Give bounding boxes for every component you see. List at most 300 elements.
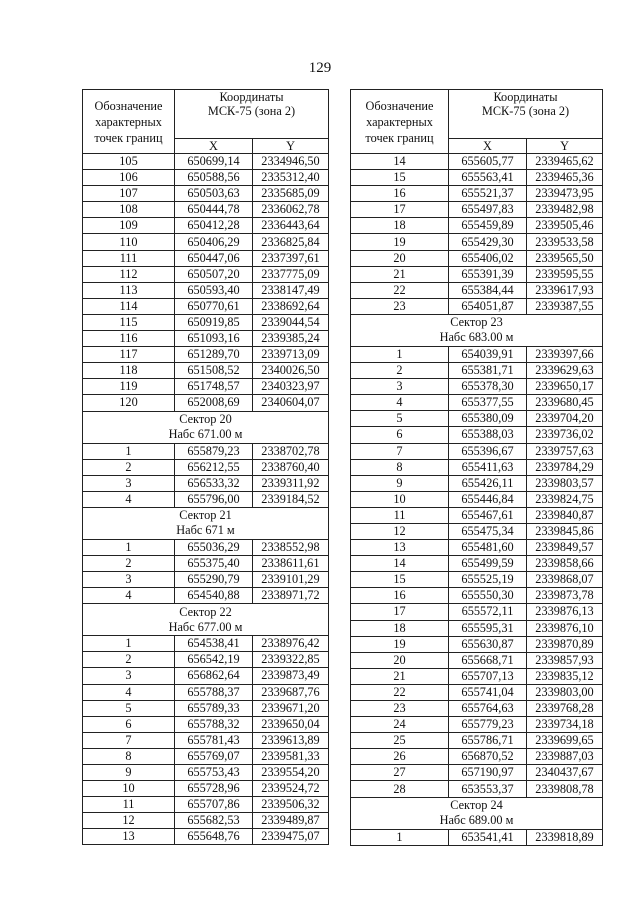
table-row <box>351 443 603 459</box>
table-row <box>83 797 329 813</box>
point-number-cell: 16 <box>351 186 449 202</box>
table-row <box>83 250 329 266</box>
table-row <box>83 363 329 379</box>
y-coordinate-cell: 2339887,03 <box>527 749 603 765</box>
point-number-cell: 22 <box>351 684 449 700</box>
x-coordinate-cell: 655481,60 <box>449 540 527 556</box>
table-row <box>351 395 603 411</box>
x-coordinate-cell: 655630,87 <box>449 636 527 652</box>
point-number-cell: 15 <box>351 170 449 186</box>
y-coordinate-cell: 2339845,86 <box>527 523 603 539</box>
sector-elevation: Набс 671 м <box>176 523 235 538</box>
x-coordinate-cell: 654039,91 <box>449 346 527 362</box>
x-coordinate-cell: 657190,97 <box>449 765 527 781</box>
table-row <box>351 250 603 266</box>
x-coordinate-cell: 652008,69 <box>175 395 253 411</box>
y-coordinate-cell: 2339473,95 <box>527 186 603 202</box>
x-coordinate-cell: 650447,06 <box>175 250 253 266</box>
table-row <box>351 829 603 845</box>
x-coordinate-cell: 655378,30 <box>449 379 527 395</box>
table-row <box>83 652 329 668</box>
table-row <box>83 765 329 781</box>
x-coordinate-cell: 655595,31 <box>449 620 527 636</box>
y-coordinate-cell: 2335685,09 <box>253 186 329 202</box>
y-coordinate-cell: 2339873,49 <box>253 668 329 684</box>
point-number-cell: 2 <box>83 652 175 668</box>
y-coordinate-cell: 2339311,92 <box>253 475 329 491</box>
table-row <box>83 684 329 700</box>
y-coordinate-cell: 2340026,50 <box>253 363 329 379</box>
y-coordinate-cell: 2339650,04 <box>253 716 329 732</box>
y-coordinate-cell: 2339617,93 <box>527 282 603 298</box>
point-number-cell: 2 <box>83 459 175 475</box>
y-coordinate-cell: 2339044,54 <box>253 314 329 330</box>
sector-label <box>83 604 329 636</box>
point-number-cell: 9 <box>83 765 175 781</box>
x-coordinate-cell: 653553,37 <box>449 781 527 797</box>
point-number-cell: 27 <box>351 765 449 781</box>
y-coordinate-cell: 2339465,62 <box>527 154 603 170</box>
y-coordinate-cell: 2339803,00 <box>527 684 603 700</box>
x-coordinate-cell: 655290,79 <box>175 572 253 588</box>
x-coordinate-cell: 650699,14 <box>175 154 253 170</box>
point-number-cell: 119 <box>83 379 175 395</box>
table-row <box>351 781 603 797</box>
point-number-cell: 14 <box>351 556 449 572</box>
x-coordinate-cell: 655668,71 <box>449 652 527 668</box>
x-coordinate-cell: 655879,23 <box>175 443 253 459</box>
table-row <box>83 186 329 202</box>
point-number-cell: 109 <box>83 218 175 234</box>
y-coordinate-cell: 2340323,97 <box>253 379 329 395</box>
point-number-cell: 9 <box>351 475 449 491</box>
point-number-cell: 23 <box>351 298 449 314</box>
y-header: Y <box>527 139 603 154</box>
point-number-cell: 20 <box>351 652 449 668</box>
sector-row <box>83 507 329 539</box>
point-number-cell: 113 <box>83 282 175 298</box>
y-coordinate-cell: 2339101,29 <box>253 572 329 588</box>
x-coordinate-cell: 655375,40 <box>175 555 253 571</box>
table-row <box>351 491 603 507</box>
point-number-cell: 12 <box>83 813 175 829</box>
y-coordinate-cell: 2339736,02 <box>527 427 603 443</box>
x-coordinate-cell: 655381,71 <box>449 363 527 379</box>
table-row <box>83 347 329 363</box>
y-coordinate-cell: 2339671,20 <box>253 700 329 716</box>
table-row <box>83 555 329 571</box>
x-coordinate-cell: 655391,39 <box>449 266 527 282</box>
x-coordinate-cell: 655499,59 <box>449 556 527 572</box>
y-coordinate-cell: 2339824,75 <box>527 491 603 507</box>
x-coordinate-cell: 655648,76 <box>175 829 253 845</box>
y-coordinate-cell: 2338760,40 <box>253 459 329 475</box>
x-coordinate-cell: 650770,61 <box>175 298 253 314</box>
y-coordinate-cell: 2339397,66 <box>527 346 603 362</box>
table-row <box>83 748 329 764</box>
y-coordinate-cell: 2339505,46 <box>527 218 603 234</box>
point-number-cell: 1 <box>351 829 449 845</box>
table-row <box>83 234 329 250</box>
x-coordinate-cell: 651289,70 <box>175 347 253 363</box>
point-number-cell: 11 <box>83 797 175 813</box>
table-row <box>83 395 329 411</box>
x-coordinate-cell: 655388,03 <box>449 427 527 443</box>
table-row <box>351 298 603 314</box>
x-coordinate-cell: 654540,88 <box>175 588 253 604</box>
y-coordinate-cell: 2338702,78 <box>253 443 329 459</box>
y-coordinate-cell: 2339387,55 <box>527 298 603 314</box>
table-row <box>83 588 329 604</box>
point-number-cell: 25 <box>351 733 449 749</box>
y-coordinate-cell: 2339840,87 <box>527 507 603 523</box>
sector-title: Сектор 20 <box>179 412 232 426</box>
x-coordinate-cell: 655572,11 <box>449 604 527 620</box>
x-coordinate-cell: 655446,84 <box>449 491 527 507</box>
point-number-cell: 16 <box>351 588 449 604</box>
y-coordinate-cell: 2338976,42 <box>253 636 329 652</box>
point-number-cell: 3 <box>83 668 175 684</box>
table-row <box>351 717 603 733</box>
y-coordinate-cell: 2335312,40 <box>253 170 329 186</box>
coordinates-table-right <box>350 89 603 846</box>
table-row <box>351 186 603 202</box>
y-coordinate-cell: 2339680,45 <box>527 395 603 411</box>
x-coordinate-cell: 655789,33 <box>175 700 253 716</box>
table-row <box>83 716 329 732</box>
table-row <box>83 829 329 845</box>
table-row <box>351 636 603 652</box>
y-coordinate-cell: 2339687,76 <box>253 684 329 700</box>
y-coordinate-cell: 2338147,49 <box>253 282 329 298</box>
page-number: 129 <box>308 60 332 76</box>
x-coordinate-cell: 655459,89 <box>449 218 527 234</box>
x-coordinate-cell: 655781,43 <box>175 732 253 748</box>
table-row <box>83 314 329 330</box>
sector-label <box>351 797 603 829</box>
y-coordinate-cell: 2339808,78 <box>527 781 603 797</box>
point-number-cell: 5 <box>351 411 449 427</box>
point-number-cell: 7 <box>83 732 175 748</box>
x-coordinate-cell: 655396,67 <box>449 443 527 459</box>
x-coordinate-cell: 655036,29 <box>175 539 253 555</box>
point-number-cell: 5 <box>83 700 175 716</box>
x-coordinate-cell: 655525,19 <box>449 572 527 588</box>
y-coordinate-cell: 2339870,89 <box>527 636 603 652</box>
point-number-cell: 12 <box>351 523 449 539</box>
table-row <box>351 379 603 395</box>
table-row <box>351 266 603 282</box>
point-number-cell: 115 <box>83 314 175 330</box>
table-row <box>351 218 603 234</box>
point-number-cell: 108 <box>83 202 175 218</box>
table-row <box>351 411 603 427</box>
table-row <box>351 749 603 765</box>
point-number-cell: 11 <box>351 507 449 523</box>
table-row <box>83 282 329 298</box>
y-coordinate-cell: 2336062,78 <box>253 202 329 218</box>
point-number-cell: 28 <box>351 781 449 797</box>
point-number-cell: 10 <box>351 491 449 507</box>
y-coordinate-cell: 2339803,57 <box>527 475 603 491</box>
point-number-cell: 10 <box>83 781 175 797</box>
table-row <box>351 765 603 781</box>
y-coordinate-cell: 2339184,52 <box>253 491 329 507</box>
x-coordinate-cell: 655497,83 <box>449 202 527 218</box>
y-coordinate-cell: 2339506,32 <box>253 797 329 813</box>
point-number-cell: 17 <box>351 604 449 620</box>
point-number-cell: 22 <box>351 282 449 298</box>
point-number-cell: 4 <box>83 491 175 507</box>
table-row <box>83 572 329 588</box>
x-coordinate-cell: 654051,87 <box>449 298 527 314</box>
x-coordinate-cell: 655796,00 <box>175 491 253 507</box>
table-row <box>83 218 329 234</box>
y-coordinate-cell: 2339613,89 <box>253 732 329 748</box>
y-coordinate-cell: 2339734,18 <box>527 717 603 733</box>
sector-label <box>83 411 329 443</box>
coordinates-header: Координаты МСК-75 (зона 2) <box>449 90 603 139</box>
x-coordinate-cell: 655788,32 <box>175 716 253 732</box>
x-coordinate-cell: 650593,40 <box>175 282 253 298</box>
x-coordinate-cell: 656533,32 <box>175 475 253 491</box>
x-coordinate-cell: 655682,53 <box>175 813 253 829</box>
designation-header: Обозначение характерных точек границ <box>83 90 175 154</box>
table-row <box>351 282 603 298</box>
point-number-cell: 4 <box>83 684 175 700</box>
x-coordinate-cell: 655406,02 <box>449 250 527 266</box>
sector-row <box>351 797 603 829</box>
point-number-cell: 1 <box>83 636 175 652</box>
point-number-cell: 1 <box>83 539 175 555</box>
point-number-cell: 3 <box>83 572 175 588</box>
y-coordinate-cell: 2339704,20 <box>527 411 603 427</box>
designation-header: Обозначение характерных точек границ <box>351 90 449 154</box>
x-coordinate-cell: 650503,63 <box>175 186 253 202</box>
y-coordinate-cell: 2339465,36 <box>527 170 603 186</box>
y-coordinate-cell: 2339565,50 <box>527 250 603 266</box>
point-number-cell: 4 <box>351 395 449 411</box>
table-row <box>83 668 329 684</box>
x-coordinate-cell: 651508,52 <box>175 363 253 379</box>
point-number-cell: 26 <box>351 749 449 765</box>
point-number-cell: 105 <box>83 154 175 170</box>
y-coordinate-cell: 2336443,64 <box>253 218 329 234</box>
table-row <box>83 813 329 829</box>
x-coordinate-cell: 651093,16 <box>175 331 253 347</box>
y-coordinate-cell: 2339768,28 <box>527 701 603 717</box>
y-coordinate-cell: 2339524,72 <box>253 781 329 797</box>
point-number-cell: 120 <box>83 395 175 411</box>
point-number-cell: 13 <box>83 829 175 845</box>
x-coordinate-cell: 656212,55 <box>175 459 253 475</box>
table-row <box>351 668 603 684</box>
y-coordinate-cell: 2337397,61 <box>253 250 329 266</box>
table-row <box>83 443 329 459</box>
table-row <box>351 363 603 379</box>
x-coordinate-cell: 655605,77 <box>449 154 527 170</box>
y-coordinate-cell: 2334946,50 <box>253 154 329 170</box>
sector-elevation: Набс 677.00 м <box>168 619 243 634</box>
table-row <box>351 701 603 717</box>
x-coordinate-cell: 655550,30 <box>449 588 527 604</box>
table-row <box>351 556 603 572</box>
y-coordinate-cell: 2339554,20 <box>253 765 329 781</box>
table-row <box>83 170 329 186</box>
y-coordinate-cell: 2339629,63 <box>527 363 603 379</box>
point-number-cell: 1 <box>83 443 175 459</box>
x-coordinate-cell: 655475,34 <box>449 523 527 539</box>
x-coordinate-cell: 655429,30 <box>449 234 527 250</box>
y-coordinate-cell: 2339581,33 <box>253 748 329 764</box>
point-number-cell: 118 <box>83 363 175 379</box>
point-number-cell: 13 <box>351 540 449 556</box>
point-number-cell: 8 <box>351 459 449 475</box>
sector-row <box>83 411 329 443</box>
x-coordinate-cell: 655707,13 <box>449 668 527 684</box>
x-coordinate-cell: 655467,61 <box>449 507 527 523</box>
x-coordinate-cell: 655707,86 <box>175 797 253 813</box>
x-coordinate-cell: 650588,56 <box>175 170 253 186</box>
table-row <box>83 331 329 347</box>
x-coordinate-cell: 655728,96 <box>175 781 253 797</box>
table-row <box>83 202 329 218</box>
table-row <box>351 588 603 604</box>
y-coordinate-cell: 2338552,98 <box>253 539 329 555</box>
table-row <box>83 154 329 170</box>
x-header: X <box>449 139 527 154</box>
x-coordinate-cell: 655377,55 <box>449 395 527 411</box>
x-coordinate-cell: 655786,71 <box>449 733 527 749</box>
point-number-cell: 3 <box>351 379 449 395</box>
table-row <box>83 459 329 475</box>
point-number-cell: 21 <box>351 266 449 282</box>
x-coordinate-cell: 655384,44 <box>449 282 527 298</box>
x-coordinate-cell: 655426,11 <box>449 475 527 491</box>
point-number-cell: 1 <box>351 346 449 362</box>
point-number-cell: 114 <box>83 298 175 314</box>
point-number-cell: 106 <box>83 170 175 186</box>
table-row <box>351 427 603 443</box>
coordinates-table-left <box>82 89 329 845</box>
table-row <box>351 507 603 523</box>
sector-title: Сектор 21 <box>179 508 232 523</box>
table-row <box>351 572 603 588</box>
y-coordinate-cell: 2339385,24 <box>253 331 329 347</box>
table-row <box>83 298 329 314</box>
table-row <box>351 684 603 700</box>
table-row <box>351 540 603 556</box>
point-number-cell: 116 <box>83 331 175 347</box>
point-number-cell: 23 <box>351 701 449 717</box>
point-number-cell: 18 <box>351 218 449 234</box>
x-coordinate-cell: 656542,19 <box>175 652 253 668</box>
point-number-cell: 24 <box>351 717 449 733</box>
y-header: Y <box>253 139 329 154</box>
point-number-cell: 14 <box>351 154 449 170</box>
y-coordinate-cell: 2339533,58 <box>527 234 603 250</box>
table-row <box>83 379 329 395</box>
table-row <box>351 459 603 475</box>
sector-row <box>83 604 329 636</box>
y-coordinate-cell: 2339757,63 <box>527 443 603 459</box>
sector-elevation: Набс 689.00 м <box>439 813 514 828</box>
table-header <box>351 90 603 154</box>
point-number-cell: 19 <box>351 234 449 250</box>
x-coordinate-cell: 654538,41 <box>175 636 253 652</box>
table-row <box>351 170 603 186</box>
x-coordinate-cell: 655411,63 <box>449 459 527 475</box>
point-number-cell: 6 <box>83 716 175 732</box>
y-coordinate-cell: 2339322,85 <box>253 652 329 668</box>
table-body <box>83 154 329 845</box>
x-coordinate-cell: 655769,07 <box>175 748 253 764</box>
y-coordinate-cell: 2340437,67 <box>527 765 603 781</box>
x-coordinate-cell: 650412,28 <box>175 218 253 234</box>
sector-elevation: Набс 683.00 м <box>439 330 514 345</box>
table-row <box>351 202 603 218</box>
sector-elevation: Набс 671.00 м <box>168 427 243 441</box>
point-number-cell: 21 <box>351 668 449 684</box>
y-coordinate-cell: 2339818,89 <box>527 829 603 845</box>
table-row <box>83 636 329 652</box>
x-coordinate-cell: 655563,41 <box>449 170 527 186</box>
x-coordinate-cell: 656862,64 <box>175 668 253 684</box>
y-coordinate-cell: 2340604,07 <box>253 395 329 411</box>
point-number-cell: 8 <box>83 748 175 764</box>
y-coordinate-cell: 2337775,09 <box>253 266 329 282</box>
table-row <box>351 620 603 636</box>
x-coordinate-cell: 655741,04 <box>449 684 527 700</box>
y-coordinate-cell: 2339849,57 <box>527 540 603 556</box>
table-row <box>351 604 603 620</box>
x-coordinate-cell: 655753,43 <box>175 765 253 781</box>
y-coordinate-cell: 2339858,66 <box>527 556 603 572</box>
table-row <box>351 234 603 250</box>
point-number-cell: 107 <box>83 186 175 202</box>
y-coordinate-cell: 2339595,55 <box>527 266 603 282</box>
y-coordinate-cell: 2339784,29 <box>527 459 603 475</box>
y-coordinate-cell: 2339482,98 <box>527 202 603 218</box>
point-number-cell: 17 <box>351 202 449 218</box>
y-coordinate-cell: 2339713,09 <box>253 347 329 363</box>
point-number-cell: 2 <box>83 555 175 571</box>
sector-title: Сектор 23 <box>450 315 503 330</box>
y-coordinate-cell: 2339489,87 <box>253 813 329 829</box>
point-number-cell: 7 <box>351 443 449 459</box>
point-number-cell: 18 <box>351 620 449 636</box>
y-coordinate-cell: 2339699,65 <box>527 733 603 749</box>
sector-label <box>83 507 329 539</box>
table-row <box>351 154 603 170</box>
sector-title: Сектор 22 <box>179 604 232 619</box>
x-coordinate-cell: 655764,63 <box>449 701 527 717</box>
x-coordinate-cell: 650919,85 <box>175 314 253 330</box>
y-coordinate-cell: 2339650,17 <box>527 379 603 395</box>
x-coordinate-cell: 650507,20 <box>175 266 253 282</box>
table-row <box>351 346 603 362</box>
y-coordinate-cell: 2339868,07 <box>527 572 603 588</box>
table-row <box>83 700 329 716</box>
x-coordinate-cell: 655788,37 <box>175 684 253 700</box>
x-coordinate-cell: 655521,37 <box>449 186 527 202</box>
point-number-cell: 3 <box>83 475 175 491</box>
y-coordinate-cell: 2339876,13 <box>527 604 603 620</box>
y-coordinate-cell: 2339873,78 <box>527 588 603 604</box>
x-coordinate-cell: 656870,52 <box>449 749 527 765</box>
table-row <box>83 475 329 491</box>
y-coordinate-cell: 2338692,64 <box>253 298 329 314</box>
